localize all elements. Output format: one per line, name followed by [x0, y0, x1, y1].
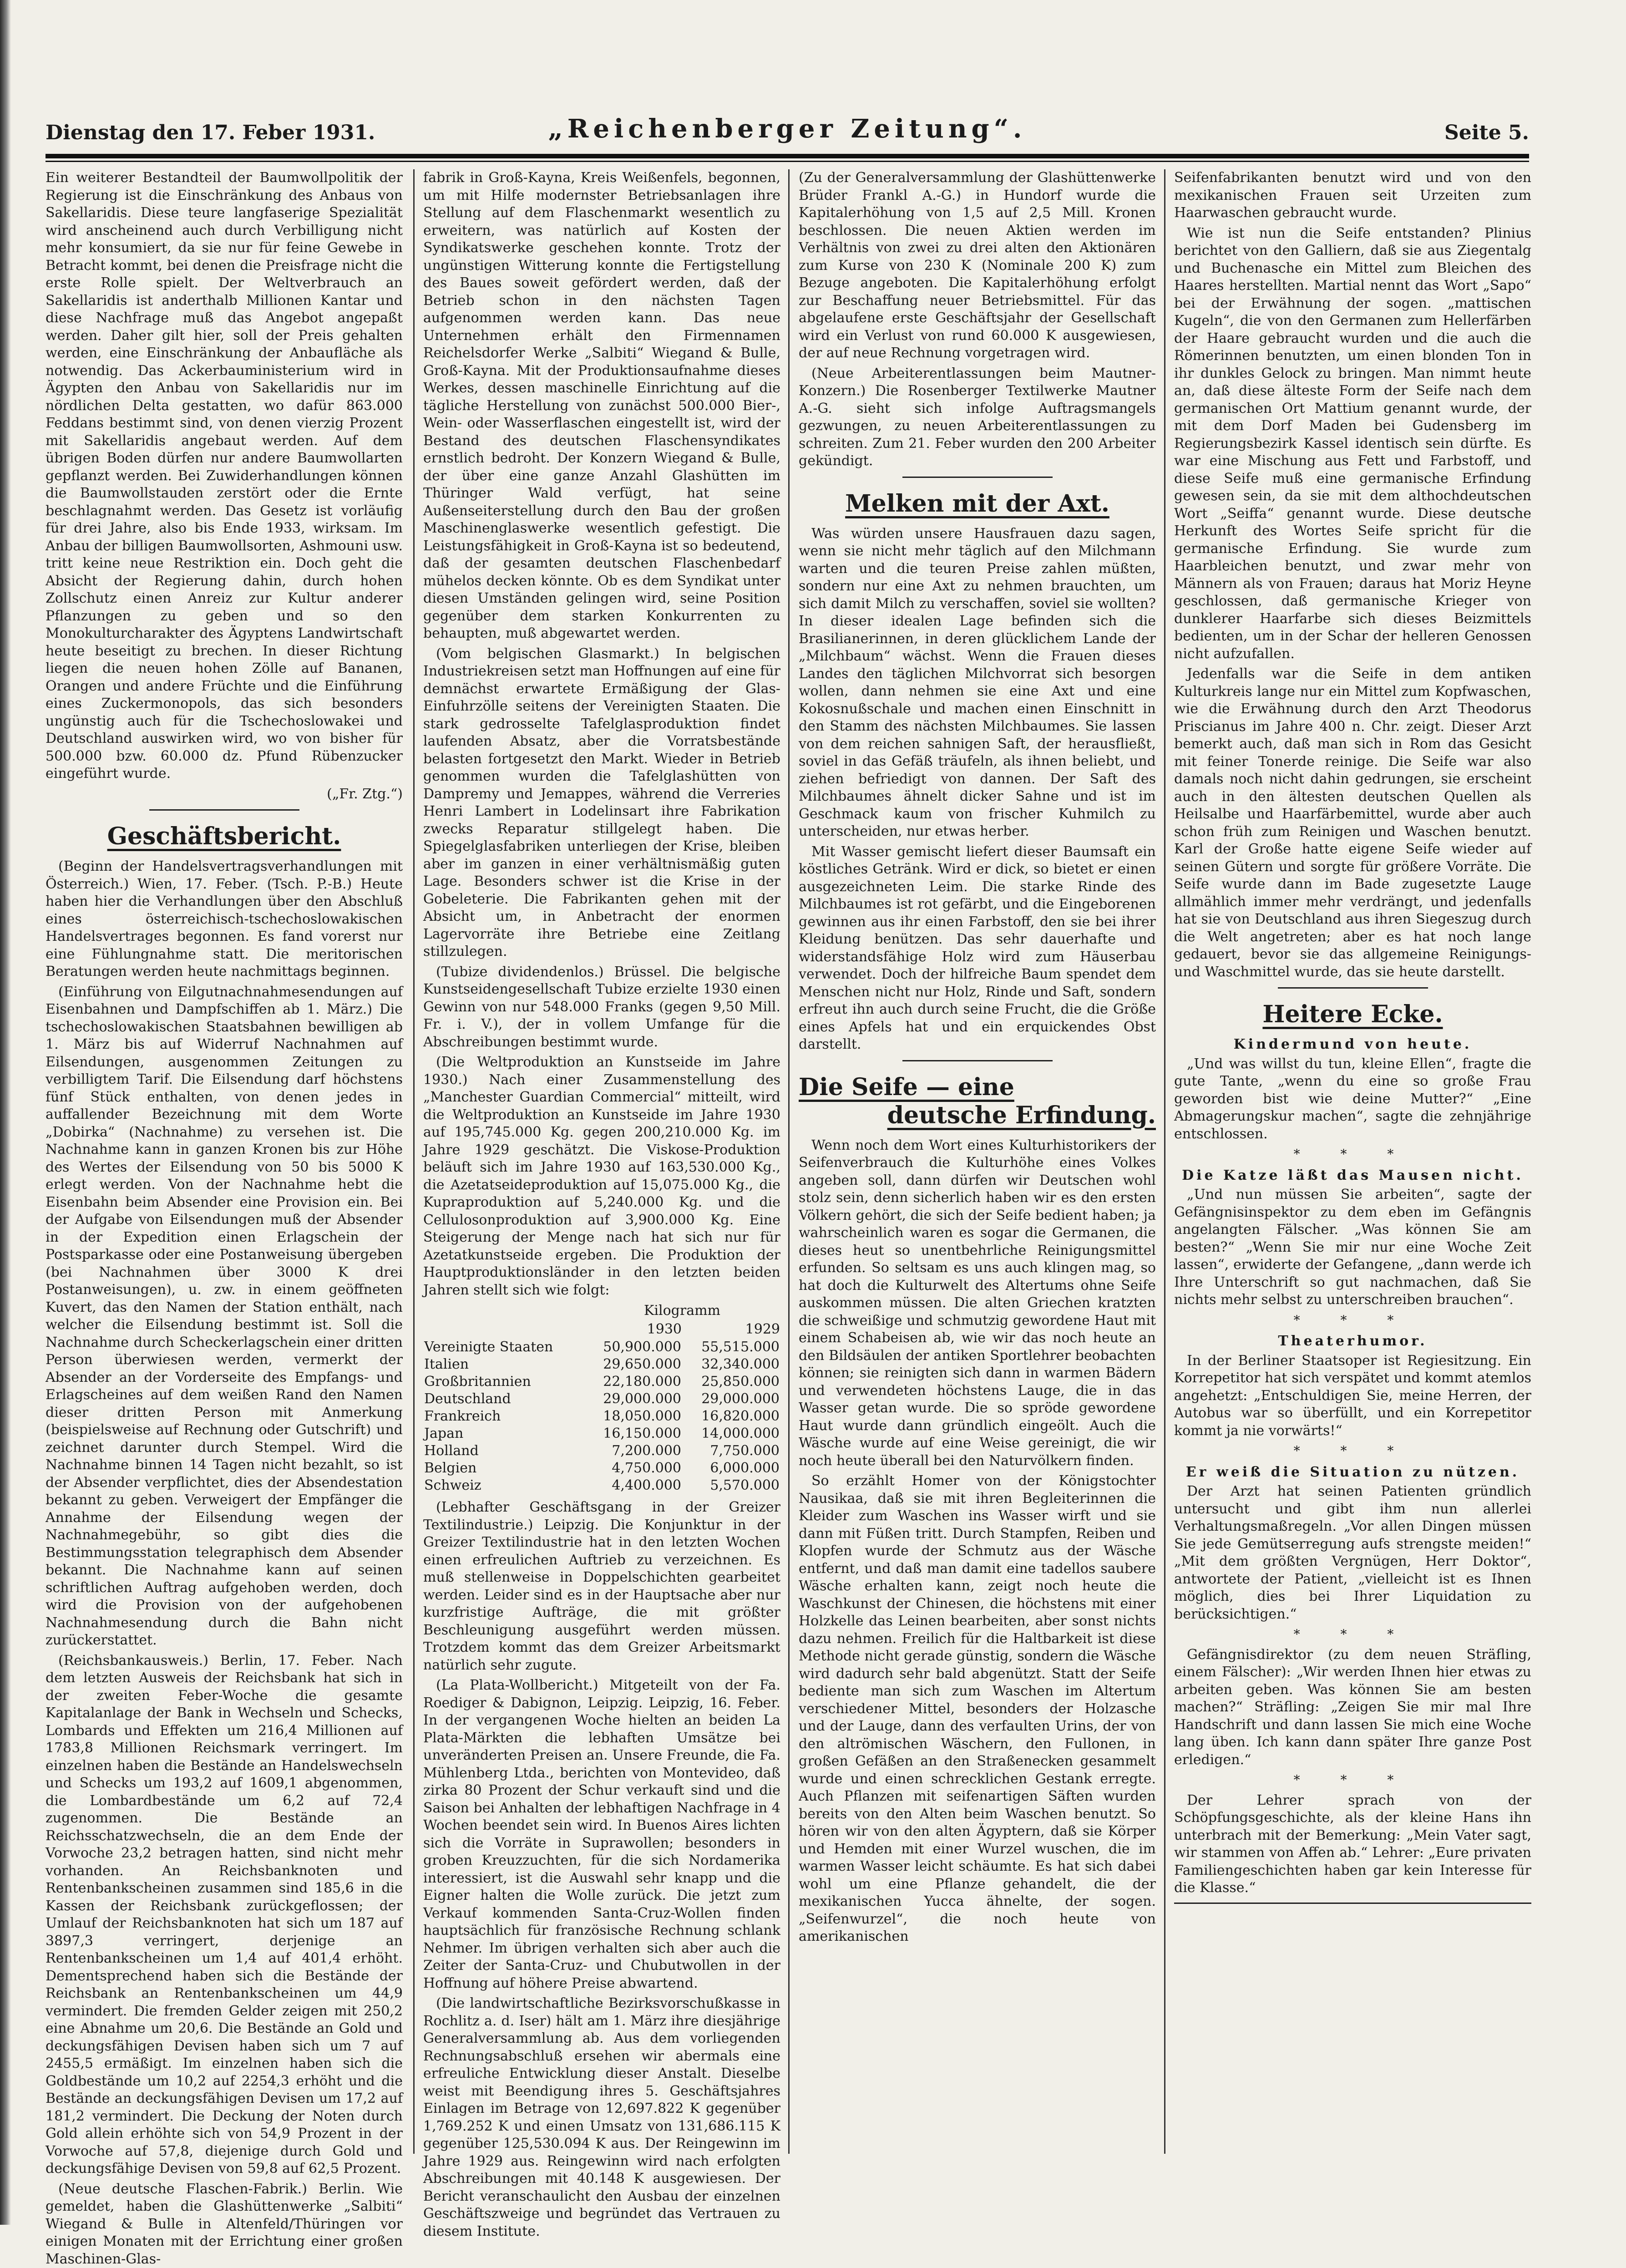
column-4	[1174, 169, 1531, 2154]
joke-title: Kindermund von heute.	[1174, 1036, 1531, 1054]
article-paragraph: Seifenfabrikanten benutzt wird und von den mexikanischen Frauen seit Urzeiten zum Haarwaschen gebraucht wurde.	[1174, 169, 1531, 222]
section-divider	[902, 477, 1053, 478]
article-paragraph: (Die landwirtschaftliche Bezirksvorschußkasse in Rochlitz a. d. Iser) hält am 1. März ihre diesjährige Generalversammlung ab. Aus dem vorliegenden Rechnungsabschluß ersehen wir abermals eine erfreuliche Entwicklung dieser Anstalt. Dieselbe weist mit Beendigung ihres 5. Geschäftsjahres Einlagen im Betrage von 12,697.822 K gegenüber 1,769.252 K und einen Umsatz von 131,686.115 K gegenüber 125,530.094 K aus. Der Reingewinn im Jahre 1929 aus. Reingewinn wird nach erfolgten Abschreibungen mit 40.148 K ausgewiesen. Der Bericht veranschaulicht den Ausbau der einzelnen Geschäftszweige und begründet das Vertrauen zu diesem Institute.	[423, 1995, 780, 2240]
article-paragraph: (La Plata-Wollbericht.) Mitgeteilt von der Fa. Roediger & Dabignon, Leipzig. Leipzig, 16. Feber. In der vergangenen Woche hielten an beiden La Plata-Märkten die lebhaften Umsätze bei unveränderten Preisen an. Unsere Freunde, die Fa. Mühlenberg Ltda., berichten von Montevideo, daß zirka 80 Prozent der Schur verkauft sind und die Saison bei Anhalten der lebhaftigen Nachfrage in 4 Wochen beendet sein wird. In Buenos Aires lichten sich die Vorräte in Suprawollen; besonders in groben Kreuzzuchten, für die sich Nordamerika interessiert, ist die Auswahl sehr knapp und die Eigner halten die Wolle zurück. Die jetzt zum Verkauf kommenden Santa-Cruz-Wollen finden hauptsächlich für französische Rechnung schlank Nehmer. Im übrigen verhalten sich aber auch die Zeiter der Santa-Cruz- und Chubutwollen in der Hoffnung auf höhere Preise abwartend.	[423, 1677, 780, 1992]
column-end-rule	[1174, 1903, 1531, 1904]
page-number: Seite 5.	[1444, 121, 1529, 144]
section-heading: Geschäftsbericht.	[46, 822, 403, 851]
article-paragraph: Mit Wasser gemischt liefert dieser Baumsaft ein köstliches Getränk. Wird er dick, so bietet er einen ausgezeichneten Leim. Die starke Rinde des Milchbaumes ist rot gefärbt, und die Eingeborenen gewinnen aus ihr einen Farbstoff, den sie bei ihrer Kleidung benützen. Das sehr dauerhafte und widerstandsfähige Holz wird zum Häuserbau verwendet. Doch der hilfreiche Baum spendet dem Menschen nicht nur Holz, Rinde und Saft, sondern erfreut ihn auch durch seine Frucht, die die Größe eines Apfels hat und ein erquickendes Obst darstellt.	[799, 843, 1156, 1054]
table-cell-country: Belgien	[423, 1460, 584, 1477]
joke-title: Die Katze läßt das Mausen nicht.	[1174, 1167, 1531, 1185]
joke-title: Theaterhumor.	[1174, 1333, 1531, 1350]
column-1	[46, 169, 403, 2154]
column-3	[799, 169, 1156, 2154]
separator-stars: * * *	[1174, 1771, 1531, 1789]
joke-text: „Und nun müssen Sie arbeiten“, sagte der Gefängnisinspektor zu dem eben im Gefängnis angelangten Fälscher. „Was können Sie am besten?“ „Wenn Sie mir nur eine Woche Zeit lassen“, erwiderte der Gefangene, „dann werde ich Ihre Unterschrift so gut nachmachen, daß Sie nichts mehr selbst zu unterschreiben brauchen“.	[1174, 1186, 1531, 1309]
table-cell: 4,750.000	[584, 1460, 682, 1477]
separator-stars: * * *	[1174, 1312, 1531, 1329]
table-cell: 29,650.000	[584, 1356, 682, 1373]
article-paragraph: (Zu der Generalversammlung der Glashüttenwerke Brüder Frankl A.-G.) in Hundorf wurde die Kapitalerhöhung von 1,5 auf 2,5 Mill. Kronen beschlossen. Die neuen Aktien werden im Verhältnis von zwei zu drei alten den Aktionären zum Kurse von 230 K (Nominale 200 K) zum Bezuge angeboten. Die Kapitalerhöhung erfolgt zur Beschaffung neuer Betriebsmittel. Für das abgelaufene erste Geschäftsjahr der Gesellschaft wird ein Verlust von rund 60.000 K ausgewiesen, der auf neue Rechnung vorgetragen wird.	[799, 169, 1156, 362]
table-cell-country: Frankreich	[423, 1408, 584, 1425]
table-header-row	[423, 1302, 780, 1320]
table-cell: 6,000.000	[682, 1460, 780, 1477]
header-date: Dienstag den 17. Feber 1931.	[46, 121, 375, 144]
separator-stars: * * *	[1174, 1626, 1531, 1644]
table-cell: 55,515.000	[682, 1339, 780, 1356]
scan-edge-shadow	[0, 0, 11, 2225]
article-paragraph: (Reichsbankausweis.) Berlin, 17. Feber. Nach dem letzten Ausweis der Reichsbank hat sich in der zweiten Feber-Woche die gesamte Kapitalanlage der Bank in Wechseln und Schecks, Lombards und Effekten um 216,4 Millionen auf 1783,8 Millionen Reichsmark verringert. Im einzelnen haben die Bestände an Handelswechseln und Schecks um 193,2 auf 1609,1 abgenommen, die Lombardbestände um 6,2 auf 72,4 zugenommen. Die Bestände an Reichsschatzwechseln, die an dem Ende der Vorwoche 23,2 betragen hatten, sind nicht mehr vorhanden. An Reichsbanknoten und Rentenbankscheinen zusammen sind 185,6 in die Kassen der Reichsbank zurückgeflossen; der Umlauf der Reichsbanknoten hat sich um 187 auf 3897,3 verringert, derjenige an Rentenbankscheinen um 1,4 auf 401,4 erhöht. Dementsprechend haben sich die Bestände der Reichsbank an Rentenbankscheinen um 44,9 vermindert. Die fremden Gelder zeigen mit 250,2 eine Abnahme um 20,6. Die Bestände an Gold und deckungsfähigen Devisen haben sich um 7 auf 2455,5 ermäßigt. Im einzelnen haben sich die Goldbestände um 10,2 auf 2254,3 erhöht und die Bestände an deckungsfähigen Devisen um 17,2 auf 181,2 vermindert. Die Deckung der Noten durch Gold allein erhöhte sich von 54,9 Prozent in der Vorwoche auf 57,8, diejenige durch Gold und deckungsfähige Devisen von 59,8 auf 62,5 Prozent.	[46, 1652, 403, 2178]
table-cell: 4,400.000	[584, 1477, 682, 1494]
article-paragraph: Jedenfalls war die Seife in dem antiken Kulturkreis lange nur ein Mittel zum Kopfwaschen, wie die Erwähnung durch den Arzt Theodorus Priscianus im Jahre 400 n. Chr. zeigt. Dieser Arzt bemerkt auch, daß man sich in Rom das Gesicht mit feiner Tonerde reinige. Die Seife war also damals noch nicht dahin gedrungen, sie erscheint auch in den ältesten deutschen Quellen als Heilsalbe und Haarfärbemittel, wurde aber auch schon früh zum Reinigen und Waschen benutzt. Karl der Große hatte eigene Seife wieder auf seinen Gütern und sorgte für größere Vorräte. Die Seife wurde dann im Bade zugesetzte Lauge allmählich immer mehr verdrängt, und jedenfalls hat sie von Deutschland aus ihren Siegeszug durch die Welt angetreten; aber es hat noch lange gedauert, bevor sie das allgemeine Reinigungs- und Waschmittel wurde, das sie heute darstellt.	[1174, 665, 1531, 981]
article-paragraph: (Einführung von Eilgutnachnahmesendungen auf Eisenbahnen und Dampfschiffen ab 1. März.) Die tschechoslowakischen Staatsbahnen bewilligen ab 1. März bis auf Widerruf Nachnahmen auf Eilsendungen, ausgenommen Zeitungen zu verbilligtem Tarif. Die Eilsendung darf höchstens fünf Stück enthalten, von denen jedes in auffallender Bezeichnung mit dem Worte „Dobirka“ (Nachnahme) zu versehen ist. Die Nachnahme kann in ganzen Kronen bis zur Höhe des Wertes der Eilsendung von 50 bis 5000 K erlegt werden. Von der Nachnahme hebt die Eisenbahn beim Absender eine Provision ein. Bei der Aufgabe von Eilsendungen muß der Absender in der Expedition einen Erlagschein der Postsparkasse oder eine Postanweisung übergeben (bei Nachnahmen über 3000 K drei Postanweisungen), u. zw. in einem geöffneten Kuvert, das den Namen der Station enthält, nach welcher die Eilsendung bestimmt ist. Soll die Nachnahme durch Scheckerlagschein einer dritten Person überwiesen werden, vermerkt der Absender an der Vorderseite des Empfangs- und Erlagscheines auf dem weißen Rand den Namen dieser dritten Person mit Anmerkung (beispielsweise auf Rechnung oder Gutschrift) und zeichnet darunter durch Stempel. Wird die Nachnahme binnen 14 Tagen nicht bezahlt, so ist der Absender verpflichtet, dies der Absendestation bekannt zu geben. Verweigert der Empfänger die Annahme der Eilsendung wegen der Nachnahmegebühr, so gibt dies die Bestimmungsstation telegraphisch dem Absender bekannt. Die Nachnahme kann auf seinen schriftlichen Auftrag aufgehoben werden, doch wird die Provision von der aufgehobenen Nachnahmesendung durch die Bahn nicht zurückerstattet.	[46, 984, 403, 1649]
section-divider	[902, 1060, 1053, 1061]
table-header-row	[423, 1320, 780, 1339]
table-row	[423, 1356, 780, 1373]
article-source: („Fr. Ztg.“)	[46, 786, 403, 803]
table-cell-country: Schweiz	[423, 1477, 584, 1494]
article-paragraph: (Neue deutsche Flaschen-Fabrik.) Berlin. Wie gemeldet, haben die Glashüttenwerke „Salbiti“ Wiegand & Bulle in Altenfeld/Thüringen vor einigen Monaten mit der Errichtung einer großen Maschinen-Glas-	[46, 2181, 403, 2268]
joke-title: Er weiß die Situation zu nützen.	[1174, 1464, 1531, 1482]
table-year-header: 1929	[682, 1320, 780, 1339]
table-cell: 50,900.000	[584, 1339, 682, 1356]
joke-text: In der Berliner Staatsoper ist Regiesitzung. Ein Korrepetitor hat sich verspätet und kommt atemlos angehetzt: „Entschuldigen Sie, meine Herren, der Autobus war so überfüllt, und ein Korrepetitor kommt ja nie vorwärts!“	[1174, 1352, 1531, 1440]
article-paragraph: Wenn noch dem Wort eines Kulturhistorikers der Seifenverbrauch die Kulturhöhe eines Volkes angeben soll, dann dürfen wir Deutschen wohl stolz sein, denn sicherlich haben wir es den ersten Völkern gehört, die sich der Seife bedient haben; ja wahrscheinlich waren es sogar die Germanen, die dieses heut so unentbehrliche Reinigungsmittel erfunden. So seltsam es uns auch klingen mag, so hat doch die Kulturwelt des Altertums ohne Seife auskommen müssen. Die alten Griechen kratzten die schweißige und schmutzig gewordene Haut mit einem Schabeisen ab, wie wir das noch heute an den Bildsäulen der antiken Sportlehrer beobachten können; sie reinigten sich dann in warmen Bädern und verwendeten höchstens Lauge, die in das Wasser getan wurde. Die so spröde gewordene Haut wurde dann gründlich eingeölt. Auch die Wäsche wurde auf eine Weise gereinigt, die wir noch heute überall bei den Naturvölkern finden.	[799, 1137, 1156, 1470]
article-paragraph: Ein weiterer Bestandteil der Baumwollpolitik der Regierung ist die Einschränkung des Anbaus von Sakellaridis. Diese teure langfaserige Spezialität wird anscheinend auch durch Verbilligung nicht mehr konsumiert, da sie nur für feine Gewebe in Betracht kommt, bei denen die Preisfrage nicht die erste Rolle spielt. Der Weltverbrauch an Sakellaridis ist anderthalb Millionen Kantar und diese Nachfrage muß das Angebot angepaßt werden. Daher gilt hier, soll der Preis gehalten werden, eine Einschränkung der Anbaufläche als notwendig. Das Ackerbauministerium wird in Ägypten den Anbau von Sakellaridis nur im nördlichen Delta gestatten, wo dafür 863.000 Feddans bestimmt sind, von denen vierzig Prozent mit Sakellaridis angebaut werden. Auf dem übrigen Boden dürfen nur andere Baumwollarten gepflanzt werden. Bei Zuwiderhandlungen können die Baumwollstauden zerstört oder die Ernte beschlagnahmt werden. Das Gesetz ist vorläufig für drei Jahre, also bis Ende 1933, wirksam. Im Anbau der billigen Baumwollsorten, Ashmouni usw. tritt keine neue Restriktion ein. Doch geht die Absicht der Regierung dahin, durch hohen Zollschutz einen Anreiz zur Kultur anderer Pflanzungen zu geben und so den Monokulturcharakter des Ägyptens Landwirtschaft heute beseitigt zu brechen. In dieser Richtung liegen die neuen hohen Zölle auf Bananen, Orangen und andere Früchte und die Einführung eines Zuckermonopols, das sich besonders ungünstig auch für die Tschechoslowakei und Deutschland auswirken wird, wo von bisher für 500.000 bzw. 60.000 dz. Pfund Rübenzucker eingeführt wurde.	[46, 169, 403, 783]
separator-stars: * * *	[1174, 1442, 1531, 1460]
table-row	[423, 1373, 780, 1390]
table-cell-country: Holland	[423, 1442, 584, 1460]
table-cell-country: Deutschland	[423, 1390, 584, 1408]
page-header	[46, 114, 1529, 150]
table-row	[423, 1390, 780, 1408]
table-year-header: 1930	[584, 1320, 682, 1339]
table-cell: 14,000.000	[682, 1425, 780, 1442]
newspaper-title: „Reichenberger Zeitung“.	[46, 114, 1529, 144]
separator-stars: * * *	[1174, 1146, 1531, 1163]
column-divider	[413, 169, 415, 2154]
article-paragraph: Was würden unsere Hausfrauen dazu sagen, wenn sie nicht mehr täglich auf den Milchmann warten und die teuren Preise zahlen müßten, sondern nur eine Axt zu nehmen brauchten, um sich damit Milch zu verschaffen, soviel sie wollten? In dieser idealen Lage befinden sich die Brasilianerinnen, in deren glücklichem Lande der „Milchbaum“ wächst. Wenn die Frauen dieses Landes den täglichen Milchvorrat sich besorgen wollen, dann nehmen sie eine Axt und eine Kokosnußschale und machen einen Einschnitt in den Stamm des nächsten Milchbaumes. Sie lassen von dem reichen sahnigen Saft, der herausfließt, soviel in das Gefäß träufeln, als ihnen beliebt, und ziehen befriedigt von dannen. Der Saft des Milchbaumes ähnelt dicker Sahne und ist im Geschmack kaum von frischer Kuhmilch zu unterscheiden, nur etwas herber.	[799, 525, 1156, 841]
table-row	[423, 1339, 780, 1356]
table-row	[423, 1442, 780, 1460]
table-cell-country: Japan	[423, 1425, 584, 1442]
table-unit: Kilogramm	[584, 1302, 780, 1320]
table-cell: 29,000.000	[682, 1390, 780, 1408]
table-cell: 16,150.000	[584, 1425, 682, 1442]
article-paragraph: (Die Weltproduktion an Kunstseide im Jahre 1930.) Nach einer Zusammenstellung des „Manchester Guardian Commercial“ mitteilt, wird die Weltproduktion an Kunstseide im Jahre 1930 auf 195,745.000 Kg. gegen 200,210.000 Kg. im Jahre 1929 geschätzt. Die Viskose-Produktion beläuft sich im Jahre 1930 auf 163,530.000 Kg., die Azetatseideproduktion auf 15,075.000 Kg., die Kupraproduktion auf 5,240.000 Kg. und die Cellulosonproduktion auf 3,900.000 Kg. Eine Steigerung der Menge nach hat sich nur für Azetatkunstseide ergeben. Die Produktion der Hauptproduktionsländer in den letzten beiden Jahren stellt sich wie folgt:	[423, 1054, 780, 1299]
article-heading: Die Seife — eine	[799, 1073, 1156, 1101]
table-cell: 16,820.000	[682, 1408, 780, 1425]
table-row	[423, 1477, 780, 1494]
article-paragraph: (Tubize dividendenlos.) Brüssel. Die belgische Kunstseidengesellschaft Tubize erzielte 1930 einen Gewinn von nur 548.000 Franks (gegen 9,50 Mill. Fr. i. V.), der in vollem Umfange für die Abschreibungen bestimmt wurde.	[423, 964, 780, 1051]
article-paragraph: (Vom belgischen Glasmarkt.) In belgischen Industriekreisen setzt man Hoffnungen auf eine für demnächst erwartete Ermäßigung der Glas-Einfuhrzölle seitens der Vereinigten Staaten. Die stark gedrosselte Tafelglasproduktion findet laufenden Absatz, aber die Vorratsbestände belasten fortgesetzt den Markt. Wieder in Betrieb genommen wurden die Tafelglashütten von Dampremy und Jemappes, während die Verreries Henri Lambert in Lodelinsart ihre Fabrikation zwecks Reparatur stillgelegt haben. Die Spiegelglasfabriken unterliegen der Krise, bleiben aber im ganzen in einer verhältnismäßig guten Lage. Besonders schwer ist die Krise in der Gobeleterie. Die Fabrikanten gehen mit der Absicht um, in Anbetracht der enormen Lagervorräte ihre Betriebe eine Zeitlang stillzulegen.	[423, 645, 780, 961]
table-cell: 5,570.000	[682, 1477, 780, 1494]
table-cell-country: Großbritannien	[423, 1373, 584, 1390]
article-paragraph: (Neue Arbeiterentlassungen beim Mautner-Konzern.) Die Rosenberger Textilwerke Mautner A.-G. sieht sich infolge Auftragsmangels gezwungen, zu neuen Arbeiterentlassungen zu schreiten. Zum 21. Feber wurden den 200 Arbeiter gekündigt.	[799, 365, 1156, 470]
article-paragraph: So erzählt Homer von der Königstochter Nausikaa, daß sie mit ihren Begleiterinnen die Kleider zum Waschen ins Wasser wirft und sie dann mit Füßen tritt. Durch Stampfen, Reiben und Klopfen wurde der Schmutz aus der Wäsche entfernt, und daß man damit eine tadellos saubere Wäsche erhalten kann, zeigt noch heute die Waschkunst der Chinesen, die höchstens mit einer Holzkelle das Leinen bearbeiten, aber sonst nichts dazu nehmen. Freilich für die Haltbarkeit ist diese Methode nicht gerade günstig, sondern die Wäsche wird dadurch sehr bald abgenützt. Statt der Seife bediente man sich zum Waschen im Altertum verschiedener Mittel, besonders der Holzasche und der Lauge, dann des verfaulten Urins, der von den altrömischen Wäschern, den Fullonen, in großen Gefäßen an den Straßenecken gesammelt wurde und einen schrecklichen Gestank erregte. Auch Pflanzen mit seifenartigen Säften wurden bereits von den Alten beim Waschen benutzt. So hören wir von den alten Ägyptern, daß sie Körper und Hemden mit einer Wurzel wuschen, die im warmen Wasser leicht schäumte. Es hat sich dabei wohl um eine Pflanze gehandelt, die der mexikanischen Yucca ähnelte, der sogen. „Seifenwurzel“, die noch heute von amerikanischen	[799, 1472, 1156, 1946]
article-paragraph: fabrik in Groß-Kayna, Kreis Weißenfels, begonnen, um mit Hilfe modernster Betriebsanlagen ihre Stellung auf dem Flaschenmarkt wesentlich zu erweitern, was natürlich auf Kosten der Syndikatswerke geschehen konnte. Trotz der ungünstigen Witterung konnte die Fertigstellung des Baues soweit gefördert werden, daß der Betrieb schon in den nächsten Tagen aufgenommen werden kann. Das neue Unternehmen erhält den Firmennamen Reichelsdorfer Werke „Salbiti“ Wiegand & Bulle, Groß-Kayna. Mit der Produktionsaufnahme dieses Werkes, dessen maschinelle Einrichtung auf die tägliche Herstellung von zunächst 500.000 Bier-, Wein- oder Wasserflaschen eingestellt ist, wird der Bestand des deutschen Flaschensyndikates ernstlich bedroht. Der Konzern Wiegand & Bulle, der über eine ganze Anzahl Glashütten im Thüringer Wald verfügt, hat seine Außenseiterstellung durch den Bau der großen Maschinenglaswerke wesentlich gefestigt. Die Leistungsfähigkeit in Groß-Kayna ist so bedeutend, daß der gesamten deutschen Flaschenbedarf mühelos decken könnte. Ob es dem Syndikat unter diesen Umständen gelingen wird, seine Position gegenüber dem starken Konkurrenten zu behaupten, muß abgewartet werden.	[423, 169, 780, 643]
article-heading: deutsche Erfindung.	[799, 1101, 1156, 1130]
table-row	[423, 1460, 780, 1477]
table-cell: 32,340.000	[682, 1356, 780, 1373]
joke-text: Der Arzt hat seinen Patienten gründlich untersucht und gibt ihm nun allerlei Verhaltungsmaßregeln. „Vor allen Dingen müssen Sie jede Gemütserregung aufs strengste meiden!“ „Mit dem größten Vergnügen, Herr Doktor“, antwortete der Patient, „vielleicht ist es Ihnen möglich, dies bei Ihrer Liquidation zu berücksichtigen.“	[1174, 1483, 1531, 1623]
column-divider	[788, 169, 790, 2154]
joke-text: Der Lehrer sprach von der Schöpfungsgeschichte, als der kleine Hans ihn unterbrach mit der Bemerkung: „Mein Vater sagt, wir stammen von Affen ab.“ Lehrer: „Eure privaten Familiengeschichten haben gar kein Interesse für die Klasse.“	[1174, 1792, 1531, 1897]
table-cell: 7,750.000	[682, 1442, 780, 1460]
table-cell-country: Vereinigte Staaten	[423, 1339, 584, 1356]
article-paragraph: (Lebhafter Geschäftsgang in der Greizer Textilindustrie.) Leipzig. Die Konjunktur in der Greizer Textilindustrie hat in den letzten Wochen einen erfreulichen Auftrieb zu verzeichnen. Es muß stellenweise in Doppelschichten gearbeitet werden. Leider sind es in der Hauptsache aber nur kurzfristige Aufträge, die mit größter Beschleunigung ausgeführt werden müssen. Trotzdem kommt das dem Greizer Arbeitsmarkt natürlich sehr zugute.	[423, 1499, 780, 1674]
table-cell: 18,050.000	[584, 1408, 682, 1425]
article-heading: Melken mit der Axt.	[799, 490, 1156, 518]
header-rule	[46, 154, 1529, 158]
column-2	[423, 169, 780, 2154]
article-paragraph: Wie ist nun die Seife entstanden? Plinius berichtet von den Galliern, daß sie aus Ziegentalg und Buchenasche ein Mittel zum Bleichen des Haares herstellten. Martial nennt das Wort „Sapo“ bei der Erwähnung der sogen. „mattischen Kugeln“, die von den Germanen zum Hellerfärben der Haare gebraucht wurden und die auch die Römerinnen benutzten, um einen blonden Ton in ihr dunkles Gelock zu bringen. Man nimmt heute an, daß diese älteste Form der Seife nach dem germanischen Ort Mattium genannt wurde, der mit dem Dorf Maden bei Gudensberg im Regierungsbezirk Kassel identisch sein dürfte. Es war eine Mischung aus Fett und Farbstoff, und diese Seife muß eine germanische Erfindung gewesen sein, da sie mit dem althochdeutschen Wort „Seiffa“ genannt wurde. Diese deutsche Herkunft des Wortes Seife spricht für die germanische Erfindung. Sie wurde zum Haarbleichen benutzt, und zwar mehr von Männern als von Frauen; daraus hat Moriz Heyne geschlossen, daß germanische Krieger von dunklerer Haarfarbe sich dieses Beizmittels bedienten, um in der Schar der helleren Genossen nicht aufzufallen.	[1174, 225, 1531, 663]
table-cell: 29,000.000	[584, 1390, 682, 1408]
article-paragraph: (Beginn der Handelsvertragsverhandlungen mit Österreich.) Wien, 17. Feber. (Tsch. P.-B.) Heute haben hier die Verhandlungen über den Abschluß eines österreichisch-tschechoslowakischen Handelsvertrages begonnen. Es fand vorerst nur eine Fühlungnahme statt. Die meritorischen Beratungen werden heute nachmittags beginnen.	[46, 858, 403, 981]
section-divider	[1278, 987, 1428, 989]
production-table	[423, 1302, 780, 1494]
table-row	[423, 1408, 780, 1425]
table-cell: 25,850.000	[682, 1373, 780, 1390]
joke-text: „Und was willst du tun, kleine Ellen“, fragte die gute Tante, „wenn du eine so große Frau geworden bist wie deine Mutter?“ „Eine Abmagerungskur machen“, sagte die zehnjährige entschlossen.	[1174, 1055, 1531, 1143]
joke-text: Gefängnisdirektor (zu dem neuen Sträfling, einem Fälscher): „Wir werden Ihnen hier etwas zu arbeiten geben. Was können Sie am besten machen?“ Sträfling: „Zeigen Sie mir mal Ihre Handschrift und dann lassen Sie mich eine Woche lang üben. Ich kann dann später Ihre ganze Post erledigen.“	[1174, 1646, 1531, 1769]
section-divider	[149, 809, 299, 811]
table-row	[423, 1425, 780, 1442]
section-heading: Heitere Ecke.	[1174, 1000, 1531, 1029]
column-divider	[1164, 169, 1165, 2154]
table-cell-country: Italien	[423, 1356, 584, 1373]
table-cell: 22,180.000	[584, 1373, 682, 1390]
table-cell: 7,200.000	[584, 1442, 682, 1460]
header-rule-thin	[46, 161, 1529, 162]
